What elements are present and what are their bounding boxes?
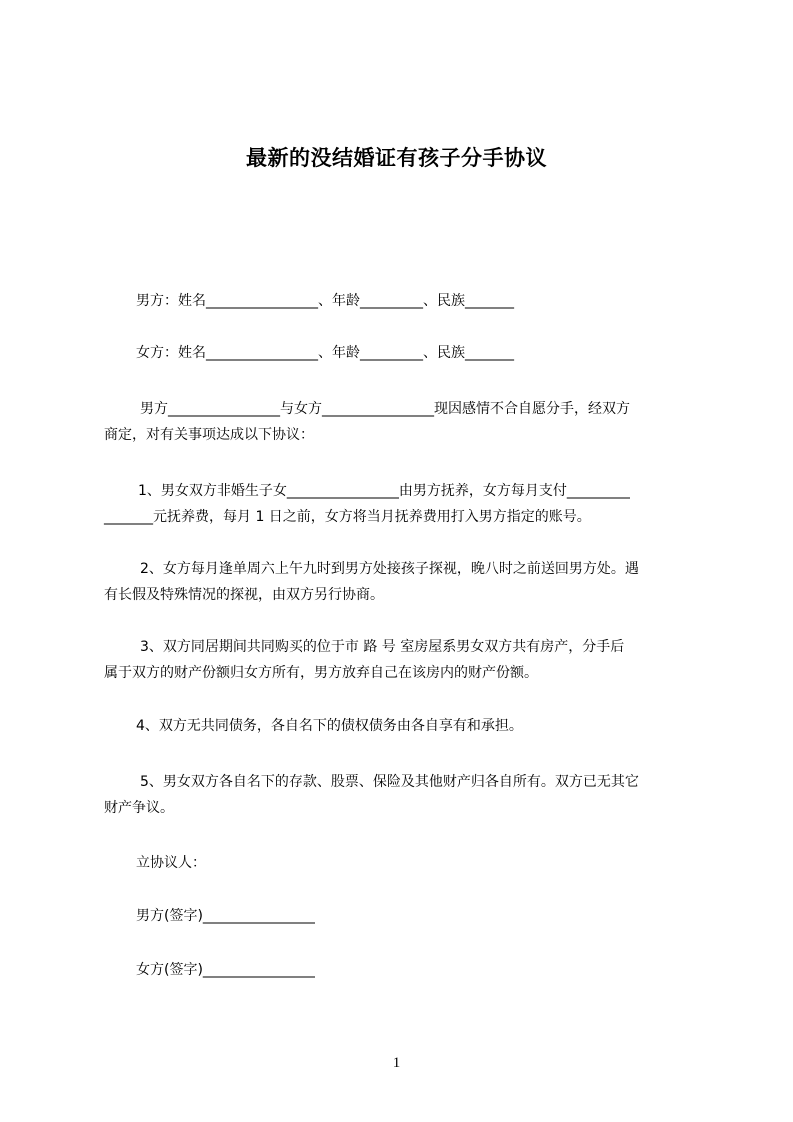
clause-3 [104, 634, 707, 686]
signatories-label: 立协议人： [136, 855, 206, 871]
clause-4-line-1: 4、双方无共同债务，各自名下的债权债务由各自享有和承担。 [136, 718, 523, 734]
clause-2-line-2: 有长假及特殊情况的探视，由双方另行协商。 [104, 587, 384, 603]
clause-5-line-1: 5、男女双方各自名下的存款、股票、保险及其他财产归各自所有。双方已无其它 [140, 774, 639, 790]
clause-1-line-2: _______元抚养费，每月 1 日之前，女方将当月抚养费用打入男方指定的账号。 [104, 509, 591, 525]
female-info-line: 女方：姓名________________、年龄_________、民族_______ [136, 345, 514, 361]
clause-5 [104, 769, 707, 821]
clause-1-line-1: 1、男女双方非婚生子女________________由男方抚养，女方每月支付_________ [138, 483, 630, 499]
clause-2 [104, 556, 707, 608]
clause-3-line-2: 属于双方的财产份额归女方所有，男方放弃自己在该房内的财产份额。 [104, 665, 538, 681]
intro-line-1: 男方________________与女方________________现因感情不合自愿分手，经双方 [140, 401, 630, 417]
document-title: 最新的没结婚证有孩子分手协议 [246, 146, 547, 170]
clause-4 [104, 713, 707, 739]
male-signature-line: 男方(签字)________________ [136, 908, 315, 924]
clause-3-line-1: 3、双方同居期间共同购买的位于市 路 号 室房屋系男女双方共有房产，分手后 [140, 639, 625, 655]
male-info-line: 男方：姓名________________、年龄_________、民族_______ [136, 293, 514, 309]
clause-2-line-1: 2、女方每月逢单周六上午九时到男方处接孩子探视，晚八时之前送回男方处。遇 [140, 561, 639, 577]
clause-1 [104, 478, 707, 530]
intro-line-2: 商定，对有关事项达成以下协议： [104, 427, 314, 443]
clause-5-line-2: 财产争议。 [104, 800, 174, 816]
female-signature-line: 女方(签字)________________ [136, 962, 315, 978]
page-number: 1 [392, 1055, 401, 1071]
intro-paragraph [104, 396, 707, 448]
